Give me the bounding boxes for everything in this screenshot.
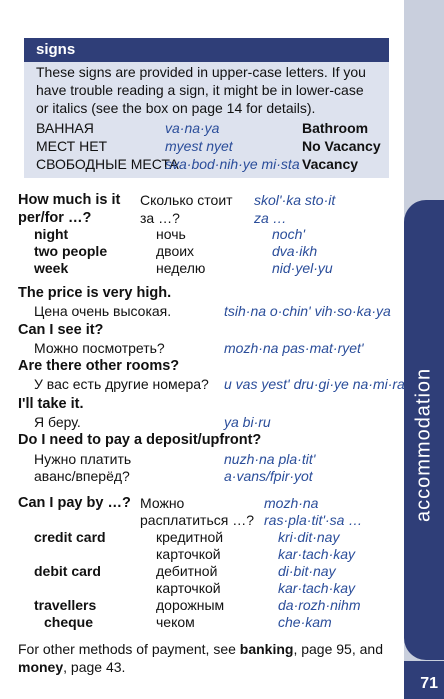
option-ru: карточкой xyxy=(156,546,221,562)
phrase-ru: аванс/вперёд? xyxy=(34,468,130,484)
phrase-en: The price is very high. xyxy=(18,285,172,301)
phrase-tr: ras·pla·tit'·sa … xyxy=(264,512,363,528)
phrase-ru: Нужно платить xyxy=(34,451,132,467)
option-ru: чеком xyxy=(156,614,195,630)
option-en: travellers xyxy=(34,597,97,613)
option-en: week xyxy=(34,260,69,276)
phrase-ru: расплатиться …? xyxy=(140,512,254,528)
option-en: two people xyxy=(34,243,108,259)
phrase-tr: mozh·na pas·mat·ryet' xyxy=(224,340,364,356)
phrase-en: Do I need to pay a deposit/upfront? xyxy=(18,432,262,448)
option-ru: кредитной xyxy=(156,529,224,545)
phrase-en: per/for …? xyxy=(18,210,92,226)
option-ru: карточкой xyxy=(156,580,221,596)
phrase-en: Are there other rooms? xyxy=(18,358,180,374)
option-tr: kri·dit·nay xyxy=(278,529,340,545)
phrase-tr: ya bi·ru xyxy=(224,414,271,430)
phrase-ru: Я беру. xyxy=(34,414,81,430)
option-en: cheque xyxy=(44,614,94,630)
option-tr: kar·tach·kay xyxy=(278,546,356,562)
option-ru: двоих xyxy=(156,243,195,259)
section-tab-label: accommodation xyxy=(412,367,435,523)
option-en: credit card xyxy=(34,529,106,545)
option-tr: dva·ikh xyxy=(272,243,318,259)
phrase-tr: nuzh·na pla·tit' xyxy=(224,451,316,467)
phrase-tr: u vas yest' dru·gi·ye na·mi·ra xyxy=(224,376,405,392)
phrase-tr: za … xyxy=(254,210,287,226)
sign-tr: myest nyet xyxy=(165,138,233,154)
phrase-ru: Сколько стоит xyxy=(140,192,233,208)
option-ru: дорожным xyxy=(156,597,225,613)
phrase-tr: tsih·na o·chin' vih·so·ka·ya xyxy=(224,303,391,319)
phrase-tr: mozh·na xyxy=(264,495,319,511)
phrase-en: Can I see it? xyxy=(18,322,104,338)
option-ru: ночь xyxy=(156,226,186,242)
option-ru: неделю xyxy=(156,260,206,276)
footer-link-banking: banking xyxy=(239,641,294,657)
footer-link-money: money xyxy=(18,659,64,675)
footer-note xyxy=(18,640,393,676)
option-en: night xyxy=(34,226,69,242)
footer-text: For other methods of payment, see xyxy=(18,641,240,657)
option-tr: noch' xyxy=(272,226,306,242)
sign-en: Vacancy xyxy=(302,156,359,172)
phrase-ru: Можно xyxy=(140,495,185,511)
signs-box-text: These signs are provided in upper-case letters. If you have trouble reading a sign, it might be in lower-case or italics (see the box on page 14 for details). xyxy=(36,64,366,116)
page-number: 71 xyxy=(420,675,438,692)
phrase-ru: Цена очень высокая. xyxy=(34,303,172,319)
sign-ru: СВОБОДНЫЕ МЕСТА xyxy=(36,156,179,172)
option-tr: da·rozh·nihm xyxy=(278,597,361,613)
option-tr: nid·yel·yu xyxy=(272,260,333,276)
phrase-en: Can I pay by …? xyxy=(18,495,131,511)
sign-ru: ВАННАЯ xyxy=(36,120,94,136)
phrase-tr: skol'·ka sto·it xyxy=(254,192,336,208)
option-tr: che·kam xyxy=(278,614,332,630)
sign-tr: va·na·ya xyxy=(165,120,220,136)
phrase-en: I'll take it. xyxy=(18,396,84,412)
sign-ru: МЕСТ НЕТ xyxy=(36,138,108,154)
phrase-tr: a·vans/fpir·yot xyxy=(224,468,313,484)
footer-text: , page 95, and xyxy=(293,641,383,657)
footer-text: , page 43. xyxy=(63,659,126,675)
signs-box-title: signs xyxy=(36,41,76,58)
option-tr: kar·tach·kay xyxy=(278,580,356,596)
phrase-ru: за …? xyxy=(140,210,180,226)
option-tr: di·bit·nay xyxy=(278,563,336,579)
option-en: debit card xyxy=(34,563,101,579)
sign-tr: sva·bod·nih·ye mi·sta xyxy=(165,156,300,172)
option-ru: дебитной xyxy=(156,563,218,579)
signs-box-header xyxy=(24,38,389,62)
phrase-ru: Можно посмотреть? xyxy=(34,340,165,356)
sign-en: Bathroom xyxy=(302,120,369,136)
phrase-en: How much is it xyxy=(18,192,121,208)
sign-en: No Vacancy xyxy=(302,138,381,154)
phrase-ru: У вас есть другие номера? xyxy=(34,376,209,392)
